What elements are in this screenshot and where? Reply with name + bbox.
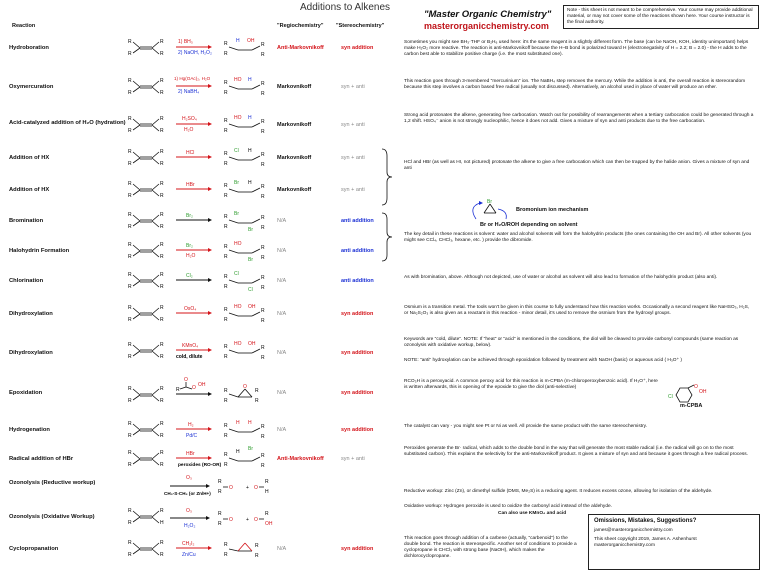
svg-text:R: R <box>160 433 164 439</box>
svg-text:R: R <box>255 388 259 394</box>
stereochemistry: syn addition <box>341 311 374 317</box>
svg-text:R: R <box>224 214 228 220</box>
svg-text:OH: OH <box>248 304 256 310</box>
svg-text:OH: OH <box>265 521 273 527</box>
svg-text:O: O <box>192 385 196 391</box>
svg-text:R: R <box>128 254 132 260</box>
reagent-top: H₂ <box>188 422 194 428</box>
regiochemistry: N/A <box>277 311 287 317</box>
svg-text:R: R <box>224 51 228 57</box>
regiochemistry: Markovnikoff <box>277 122 312 128</box>
svg-text:R: R <box>224 344 228 350</box>
svg-text:HO: HO <box>234 241 242 247</box>
reagent-top: CH₂I₂ <box>182 541 195 547</box>
svg-text:R: R <box>224 317 228 323</box>
reaction-name: Chlorination <box>9 278 44 284</box>
svg-text:Cl: Cl <box>668 394 673 400</box>
description: The catalyst can vary - you might see Pt or Ni as well. All provide the same product with the same stereochemistry. <box>404 424 648 429</box>
reaction-name: Epoxidation <box>9 390 43 396</box>
svg-text:R: R <box>255 398 259 404</box>
svg-text:R: R <box>128 161 132 167</box>
svg-text:OH: OH <box>699 389 707 395</box>
svg-text:R: R <box>218 511 222 517</box>
svg-text:R: R <box>261 275 265 281</box>
reaction-scheme <box>128 175 286 203</box>
svg-text:Br: Br <box>234 180 239 186</box>
svg-text:R: R <box>224 224 228 230</box>
stereochemistry: syn + anti <box>341 122 365 128</box>
svg-text:R: R <box>261 152 265 158</box>
svg-text:R: R <box>261 162 265 168</box>
svg-text:R: R <box>128 342 132 348</box>
regiochemistry: Anti-Markovnikoff <box>277 456 324 462</box>
reaction-name: Bromination <box>9 218 44 224</box>
reaction-scheme <box>128 110 286 138</box>
stereochemistry: anti addition <box>341 278 374 284</box>
svg-text:R: R <box>128 39 132 45</box>
svg-text:R: R <box>128 272 132 278</box>
bromination-note: The key detail in these reactions is solvent: water and alcohol solvents will form the halohydrin products (the ones containing the OH and Br). All other solvents (you might see CCl₄, CHCl₃, hexane, etc. ) provide the dibromide. <box>404 232 752 243</box>
stereochemistry: syn addition <box>341 427 374 433</box>
svg-text:R: R <box>160 128 164 134</box>
svg-text:OH: OH <box>248 341 256 347</box>
reaction-scheme <box>128 266 286 294</box>
svg-text:R: R <box>160 450 164 456</box>
svg-text:R: R <box>218 521 222 527</box>
brand-title: "Master Organic Chemistry" <box>424 9 552 20</box>
reaction-name: Ozonolysis (Oxidative Workup) <box>9 514 95 520</box>
reagent-bottom: H₂O <box>186 253 196 259</box>
svg-text:R: R <box>261 434 265 440</box>
reaction-name: Dihydroxylation <box>9 311 53 317</box>
omissions-copyright: This sheet copyright 2019, James A. Ashenhurst masterorganicchemistry.com <box>594 537 697 548</box>
svg-text:R: R <box>160 242 164 248</box>
reagent-top: Cl₂ <box>186 273 193 279</box>
svg-text:R: R <box>128 116 132 122</box>
svg-text:Br: Br <box>248 227 253 233</box>
svg-text:R: R <box>160 149 164 155</box>
stereochemistry: syn + anti <box>341 84 365 90</box>
svg-text:H: H <box>248 148 252 154</box>
svg-text:R: R <box>160 284 164 290</box>
reagent-bottom: Pd/C <box>186 433 198 439</box>
svg-text:R: R <box>261 453 265 459</box>
svg-text:R: R <box>224 398 228 404</box>
svg-text:R: R <box>128 317 132 323</box>
stereochemistry: anti addition <box>341 248 374 254</box>
bromination-brace <box>381 212 393 262</box>
reaction-scheme <box>128 415 286 443</box>
svg-text:R: R <box>128 386 132 392</box>
regiochemistry: N/A <box>277 278 287 284</box>
reaction-scheme <box>128 444 286 476</box>
reagent-top: Br₂ <box>186 243 193 249</box>
svg-text:O: O <box>184 377 188 383</box>
svg-text:OH: OH <box>247 38 255 44</box>
svg-text:H: H <box>236 449 240 455</box>
svg-text:R: R <box>160 212 164 218</box>
regiochemistry: N/A <box>277 546 287 552</box>
stereochemistry: syn addition <box>341 390 374 396</box>
stereochemistry: syn + anti <box>341 456 365 462</box>
svg-text:R: R <box>128 181 132 187</box>
reagent-bottom: 2) NaOH, H₂O₂ <box>178 50 212 56</box>
svg-text:R: R <box>261 463 265 469</box>
svg-text:R: R <box>261 52 265 58</box>
svg-text:R: R <box>128 462 132 468</box>
mechanism-sub: Br or H₂O/ROH depending on solvent <box>480 222 578 228</box>
description: Strong acid protonates the alkene, generating free carbocation. Watch out for possibility of rearrangements when a tertiary carbocation could be generated through a 1,2 shift. HSO₄⁻ anion is not strongly nucleophilic, hence it does not add. Gives a mixture of syn and anti products due to the free carbocation. <box>404 113 754 124</box>
svg-text:R: R <box>160 552 164 558</box>
regiochemistry: N/A <box>277 248 287 254</box>
svg-text:Br: Br <box>487 199 492 205</box>
ozonolysis-reductive-note: Reductive workup: Zinc (Zn), or dimethyl sulfide (DMS, Me₂S) is a reducing agent. It reduces excess ozone, allowing for isolation of the aldehyde. <box>404 489 713 494</box>
svg-text:Cl: Cl <box>248 287 253 293</box>
svg-text:R: R <box>128 305 132 311</box>
svg-text:R: R <box>261 81 265 87</box>
svg-text:R: R <box>128 284 132 290</box>
svg-text:R: R <box>176 387 180 393</box>
reaction-scheme <box>128 474 278 502</box>
svg-text:R: R <box>224 552 228 558</box>
description-note: NOTE: "anti" hydroxylation can be achieved through epoxidation followed by treatment with NaOH (basic) or aqueous acid ( H₃O⁺ ) <box>404 358 682 363</box>
svg-text:R: R <box>224 254 228 260</box>
reagent-top: 1) BH₃ <box>178 39 193 45</box>
svg-text:R: R <box>261 245 265 251</box>
svg-text:R: R <box>160 462 164 468</box>
svg-text:R: R <box>160 51 164 57</box>
svg-text:R: R <box>128 90 132 96</box>
mcpba-label: m-CPBA <box>680 403 703 409</box>
svg-text:H: H <box>248 115 252 121</box>
svg-text:R: R <box>160 354 164 360</box>
reaction-name: Halohydrin Formation <box>9 248 70 254</box>
svg-text:+: + <box>246 517 249 523</box>
reaction-scheme <box>128 33 286 61</box>
svg-text:R: R <box>160 540 164 546</box>
svg-text:H: H <box>236 38 240 44</box>
svg-text:R: R <box>255 553 259 559</box>
svg-text:HO: HO <box>234 304 242 310</box>
svg-text:R: R <box>160 508 164 514</box>
reaction-scheme <box>128 72 286 100</box>
svg-text:R: R <box>265 511 269 517</box>
svg-text:R: R <box>224 118 228 124</box>
reagent-top: O₃ <box>186 475 192 481</box>
reagent-bottom: CH₃-S-CH₃ (or Zn/H+) <box>164 491 211 496</box>
stereochemistry: syn addition <box>341 45 374 51</box>
svg-text:Cl: Cl <box>234 271 239 277</box>
svg-text:Cl: Cl <box>234 148 239 154</box>
svg-text:R: R <box>160 317 164 323</box>
svg-text:R: R <box>128 51 132 57</box>
ozonolysis-also-note: Can also use KMnO₄ and acid <box>498 511 567 516</box>
svg-text:O: O <box>254 485 258 491</box>
svg-text:H: H <box>160 520 164 526</box>
svg-text:R: R <box>261 424 265 430</box>
svg-text:Br: Br <box>234 211 239 217</box>
svg-text:R: R <box>224 128 228 134</box>
svg-text:HO: HO <box>234 77 242 83</box>
description: Peroxides generate the Br· radical, which adds to the double bond in the way that will generate the most stable radical (i.e. the radical will go on to the most substituted carbon). This explains the selectivity for the anti-Markovnikoff product. It gives a mixture of syn and anti because it goes through a free radical process. <box>404 446 749 457</box>
bromonium-mechanism-icon <box>466 197 516 223</box>
svg-text:OH: OH <box>198 382 206 388</box>
svg-text:H: H <box>248 420 252 426</box>
svg-text:R: R <box>224 183 228 189</box>
svg-text:R: R <box>128 540 132 546</box>
reaction-name: Acid-catalyzed addition of H₂O (hydration) <box>9 120 126 126</box>
svg-text:R: R <box>128 354 132 360</box>
svg-text:R: R <box>128 78 132 84</box>
svg-text:R: R <box>128 450 132 456</box>
svg-text:R: R <box>160 224 164 230</box>
reaction-name: Hydroboration <box>9 45 49 51</box>
hx-brace <box>381 148 393 206</box>
svg-text:R: R <box>128 508 132 514</box>
svg-text:R: R <box>218 479 222 485</box>
reaction-scheme <box>128 376 286 408</box>
svg-text:R: R <box>128 421 132 427</box>
svg-text:R: R <box>160 181 164 187</box>
header-regiochemistry: "Regiochemistry" <box>277 23 324 29</box>
reaction-name: Dihydroxylation <box>9 350 53 356</box>
reaction-name: Ozonolysis (Reductive workup) <box>9 480 96 486</box>
svg-text:O: O <box>229 485 233 491</box>
svg-text:R: R <box>224 161 228 167</box>
reagent-bottom: cold, dilute <box>176 354 203 360</box>
reagent-bottom: H₂O <box>184 127 194 133</box>
svg-text:R: R <box>128 398 132 404</box>
description: As with bromination, above. Although not depicted, use of water or alcohol as solvent will also lead to formation of the halohydrin product (also anti). <box>404 275 718 280</box>
reaction-name: Cyclopropanation <box>9 546 59 552</box>
reagent-top: HBr <box>186 182 195 188</box>
svg-text:R: R <box>224 452 228 458</box>
reagent-bottom: Zn/Cu <box>182 552 196 558</box>
svg-text:R: R <box>160 305 164 311</box>
regiochemistry: N/A <box>277 218 287 224</box>
svg-text:R: R <box>224 90 228 96</box>
stereochemistry: syn + anti <box>341 187 365 193</box>
svg-text:R: R <box>160 161 164 167</box>
description: Sometimes you might see BH₃·THF or B₂H₆ used here: it's the same reagent in a slightly different form. The base (can be NaOH, KOH, identity unimportant) helps make H₂O₂ more reactive. The reaction is anti-Markovnikoff because the H–B bond is polarized toward H (electronegativity of H = 2.2; B = 2.0) - the H adds to the carbon best able to stabilize positive charge (i.e. the most substituted one). <box>404 40 749 57</box>
reaction-scheme <box>128 504 278 532</box>
svg-text:R: R <box>160 254 164 260</box>
header-reaction: Reaction <box>12 23 36 29</box>
ozonolysis-oxidative-note: Oxidative workup: Hydrogen peroxide is used to oxidize the carbonyl acid instead of the aldehyde. <box>404 504 612 509</box>
reaction-scheme <box>128 336 286 366</box>
reaction-scheme <box>128 236 286 264</box>
reagent-top: O₃ <box>186 508 192 514</box>
reagent-top: HCl <box>186 150 195 156</box>
regiochemistry: Markovnikoff <box>277 155 312 161</box>
svg-text:R: R <box>128 149 132 155</box>
reagent-bottom: 2) NaBH₄ <box>178 89 200 95</box>
svg-text:R: R <box>128 128 132 134</box>
reagent-top: 1) Hg(OAc)₂, H₂O <box>174 76 211 81</box>
svg-text:R: R <box>224 423 228 429</box>
description: RCO₃H is a peroxyacid. A common peroxy acid for this reaction is m-CPBA (m-chloroperoxybenzoic acid). If H₃O⁺, here is written afterwards, this is opening of the epoxide to give the diol (anti-selective) <box>404 379 658 390</box>
description: This reaction goes through 3-membered "mercurinium" ion. The NaBH₄ step removes the mercury. While the addition is anti, the overall reaction is stereorandom because this step involves a carbon based free radical (usually not discussed). Alternatively, an alcohol used in place of water will produce an ether. <box>404 79 746 90</box>
brand-url[interactable]: masterorganicchemistry.com <box>424 21 549 31</box>
hx-note: HCl and HBr (as well as HI, not pictured) protonate the alkene to give a free carbocation which can then be trapped by the halide anion. Gives a mixture of syn and anti <box>404 160 750 171</box>
svg-text:R: R <box>261 91 265 97</box>
regiochemistry: N/A <box>277 350 287 356</box>
svg-text:H: H <box>236 420 240 426</box>
svg-text:R: R <box>261 345 265 351</box>
svg-text:R: R <box>160 386 164 392</box>
svg-text:R: R <box>160 78 164 84</box>
brand <box>424 9 551 31</box>
svg-text:R: R <box>261 255 265 261</box>
regiochemistry: Markovnikoff <box>277 187 312 193</box>
svg-text:O: O <box>243 384 247 390</box>
regiochemistry: N/A <box>277 427 287 433</box>
svg-text:R: R <box>224 462 228 468</box>
svg-text:R: R <box>224 307 228 313</box>
reagent-top: HBr <box>186 451 195 457</box>
reaction-scheme <box>128 143 286 171</box>
stereochemistry: syn + anti <box>341 155 365 161</box>
reagent-top: OsO₄ <box>184 306 197 312</box>
svg-text:R: R <box>160 272 164 278</box>
reagent-top: H₂SO₄ <box>182 116 197 122</box>
svg-text:R: R <box>261 285 265 291</box>
svg-text:R: R <box>224 274 228 280</box>
svg-text:R: R <box>224 151 228 157</box>
svg-text:R: R <box>128 520 132 526</box>
svg-text:R: R <box>160 342 164 348</box>
reaction-name: Oxymercuration <box>9 84 54 90</box>
reaction-name: Addition of HX <box>9 187 50 193</box>
svg-text:R: R <box>218 489 222 495</box>
svg-text:Br: Br <box>248 257 253 263</box>
header-stereochemistry: "Stereochemistry" <box>336 23 385 29</box>
svg-text:O: O <box>229 517 233 523</box>
svg-text:Br: Br <box>248 446 253 452</box>
svg-text:R: R <box>128 242 132 248</box>
svg-text:HO: HO <box>234 341 242 347</box>
omissions-title: Omissions, Mistakes, Suggestions? <box>594 518 697 524</box>
svg-text:R: R <box>160 193 164 199</box>
svg-text:R: R <box>224 433 228 439</box>
svg-text:R: R <box>128 552 132 558</box>
svg-text:O: O <box>694 384 698 390</box>
svg-text:R: R <box>261 129 265 135</box>
svg-text:R: R <box>224 80 228 86</box>
omissions-email[interactable]: james@masterorganicchemistry.com <box>594 528 673 533</box>
description: Keywords are "cold, dilute". NOTE: If "heat" or "acid" is mentioned in the conditions, the diol will be cleaved to provide carbonyl compounds (same reaction as ozonolysis with oxidative workup, below). <box>404 337 739 348</box>
svg-text:R: R <box>261 215 265 221</box>
svg-text:R: R <box>160 421 164 427</box>
svg-text:O: O <box>254 517 258 523</box>
mechanism-label: Bromonium ion mechanism <box>516 207 589 213</box>
regiochemistry: Anti-Markovnikoff <box>277 45 324 51</box>
reagent-bottom: peroxides (RO-OR) <box>178 463 222 468</box>
svg-text:H: H <box>265 489 269 495</box>
svg-text:R: R <box>160 39 164 45</box>
svg-text:R: R <box>128 193 132 199</box>
stereochemistry: anti addition <box>341 218 374 224</box>
stereochemistry: syn addition <box>341 546 374 552</box>
svg-text:H: H <box>248 180 252 186</box>
svg-text:R: R <box>128 224 132 230</box>
reagent-top: Br₂ <box>186 213 193 219</box>
reaction-scheme <box>128 206 286 234</box>
svg-text:R: R <box>224 284 228 290</box>
regiochemistry: Markovnikoff <box>277 84 312 90</box>
description: Osmium is a transition metal. The tools won't be given in this course to fully understand how this reaction works. Occasionally a second reagent like NaHSO₃, H₂S, or Na₂S₂O₃ is also given as a reactant in this reaction - minor detail, it's used to remove the osmium from the hydroxyl groups. <box>404 305 750 316</box>
reaction-scheme <box>128 534 286 564</box>
reagent-bottom: H₂O₂ <box>184 523 196 529</box>
svg-text:R: R <box>261 184 265 190</box>
svg-text:R: R <box>255 543 259 549</box>
svg-text:R: R <box>261 119 265 125</box>
svg-text:H: H <box>248 77 252 83</box>
svg-text:R: R <box>261 225 265 231</box>
svg-text:HO: HO <box>234 115 242 121</box>
svg-text:R: R <box>160 116 164 122</box>
svg-text:R: R <box>224 354 228 360</box>
svg-text:R: R <box>224 193 228 199</box>
description: This reaction goes through addition of a carbene (actually, "carbenoid") to the double bond. The reaction is stereospecific. Another set of conditions to provide a cyclopropane is CHCl₃ with strong base (NaOH), which makes the dichlorocyclopropane. <box>404 536 577 559</box>
svg-text:R: R <box>224 542 228 548</box>
stereochemistry: syn addition <box>341 350 374 356</box>
svg-text:R: R <box>261 308 265 314</box>
svg-text:R: R <box>261 194 265 200</box>
svg-text:R: R <box>128 433 132 439</box>
svg-text:R: R <box>265 479 269 485</box>
reaction-name: Hydrogenation <box>9 427 50 433</box>
svg-text:R: R <box>224 41 228 47</box>
svg-text:+: + <box>246 485 249 491</box>
svg-text:R: R <box>261 318 265 324</box>
reaction-name: Addition of HX <box>9 155 50 161</box>
svg-text:R: R <box>160 90 164 96</box>
svg-text:R: R <box>224 388 228 394</box>
reagent-top: KMnO₄ <box>182 343 199 349</box>
reaction-scheme <box>128 299 286 327</box>
omissions-box <box>588 514 760 570</box>
page-title: Additions to Alkenes <box>300 2 391 13</box>
svg-text:R: R <box>261 355 265 361</box>
svg-text:R: R <box>224 244 228 250</box>
reaction-name: Radical addition of HBr <box>9 456 74 462</box>
svg-text:R: R <box>128 212 132 218</box>
svg-text:R: R <box>160 398 164 404</box>
svg-text:R: R <box>261 42 265 48</box>
disclaimer-note: Note - this sheet is not meant to be comprehensive. Your course may provide additional material, or may not cover some of the reactions shown here. Your course instructor is the final authority. <box>563 5 759 29</box>
regiochemistry: N/A <box>277 390 287 396</box>
